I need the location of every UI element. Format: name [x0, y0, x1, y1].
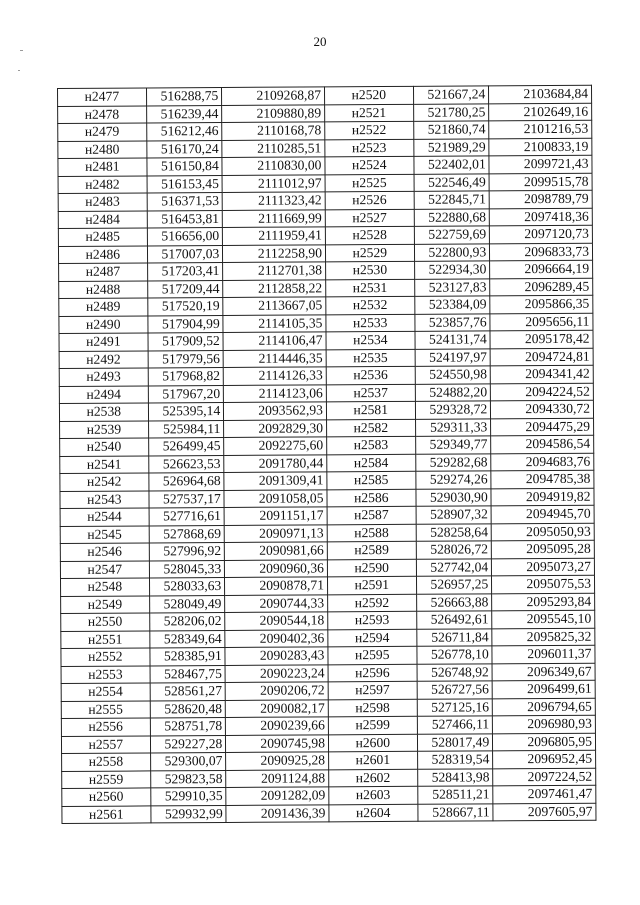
y-coordinate-cell: 2095050,93 — [491, 523, 594, 541]
y-coordinate-cell: 2096289,45 — [490, 278, 593, 296]
y-coordinate-cell: 2094945,70 — [491, 505, 594, 523]
y-coordinate-cell: 2097605,97 — [493, 803, 596, 821]
y-coordinate-cell: 2092829,30 — [224, 419, 327, 437]
x-coordinate-cell: 526499,45 — [148, 437, 224, 455]
x-coordinate-cell: 525984,11 — [148, 420, 224, 438]
x-coordinate-cell: 528258,64 — [416, 523, 492, 541]
point-id-cell: н2482 — [58, 175, 147, 193]
y-coordinate-cell: 2090925,28 — [226, 752, 329, 770]
x-coordinate-cell: 516288,75 — [146, 87, 222, 105]
x-coordinate-cell: 517203,41 — [147, 262, 223, 280]
point-id-cell: н2594 — [328, 629, 417, 647]
point-id-cell: н2592 — [328, 594, 417, 612]
point-id-cell: н2550 — [61, 613, 150, 631]
y-coordinate-cell: 2094683,76 — [491, 453, 594, 471]
y-coordinate-cell: 2095545,10 — [492, 610, 595, 628]
point-id-cell: н2488 — [59, 280, 148, 298]
point-id-cell: н2481 — [58, 158, 147, 176]
point-id-cell: н2560 — [62, 788, 151, 806]
point-id-cell: н2547 — [60, 560, 149, 578]
y-coordinate-cell: 2114446,35 — [223, 349, 326, 367]
point-id-cell: н2595 — [328, 646, 417, 664]
x-coordinate-cell: 525395,14 — [148, 402, 224, 420]
y-coordinate-cell: 2099721,43 — [489, 155, 592, 173]
point-id-cell: н2534 — [326, 331, 415, 349]
x-coordinate-cell: 527716,61 — [149, 507, 225, 525]
x-coordinate-cell: 516239,44 — [146, 105, 222, 123]
y-coordinate-cell: 2113667,05 — [223, 297, 326, 315]
y-coordinate-cell: 2091058,05 — [224, 489, 327, 507]
y-coordinate-cell: 2095293,84 — [492, 593, 595, 611]
x-coordinate-cell: 528026,72 — [416, 541, 492, 559]
point-id-cell: н2533 — [326, 314, 415, 332]
point-id-cell: н2528 — [325, 226, 414, 244]
x-coordinate-cell: 526663,88 — [416, 593, 492, 611]
x-coordinate-cell: 522934,30 — [414, 261, 490, 279]
x-coordinate-cell: 528049,49 — [149, 595, 225, 613]
y-coordinate-cell: 2091151,17 — [224, 507, 327, 525]
x-coordinate-cell: 516371,53 — [147, 192, 223, 210]
x-coordinate-cell: 517968,82 — [148, 367, 224, 385]
y-coordinate-cell: 2111012,97 — [222, 174, 325, 192]
x-coordinate-cell: 528385,91 — [150, 647, 226, 665]
y-coordinate-cell: 2094919,82 — [491, 488, 594, 506]
point-id-cell: н2485 — [58, 228, 147, 246]
y-coordinate-cell: 2110830,00 — [222, 157, 325, 175]
x-coordinate-cell: 523384,09 — [414, 296, 490, 314]
y-coordinate-cell: 2097461,47 — [493, 785, 596, 803]
y-coordinate-cell: 2094330,72 — [491, 400, 594, 418]
y-coordinate-cell: 2096794,65 — [492, 698, 595, 716]
y-coordinate-cell: 2094724,81 — [490, 348, 593, 366]
y-coordinate-cell: 2114126,33 — [223, 367, 326, 385]
point-id-cell: н2537 — [326, 384, 415, 402]
y-coordinate-cell: 2095866,35 — [490, 295, 593, 313]
point-id-cell: н2522 — [325, 121, 414, 139]
point-id-cell: н2604 — [329, 804, 418, 822]
point-id-cell: н2539 — [60, 420, 149, 438]
x-coordinate-cell: 521860,74 — [413, 121, 489, 139]
y-coordinate-cell: 2096805,95 — [493, 733, 596, 751]
y-coordinate-cell: 2096980,93 — [493, 715, 596, 733]
y-coordinate-cell: 2090283,43 — [225, 647, 328, 665]
x-coordinate-cell: 528033,63 — [149, 577, 225, 595]
point-id-cell: н2491 — [59, 333, 148, 351]
point-id-cell: н2486 — [58, 245, 147, 263]
point-id-cell: н2601 — [329, 751, 418, 769]
point-id-cell: н2556 — [61, 718, 150, 736]
x-coordinate-cell: 524550,98 — [415, 366, 491, 384]
y-coordinate-cell: 2090745,98 — [226, 734, 329, 752]
point-id-cell: н2493 — [59, 368, 148, 386]
y-coordinate-cell: 2096833,73 — [490, 243, 593, 261]
x-coordinate-cell: 517209,44 — [147, 280, 223, 298]
y-coordinate-cell: 2099515,78 — [489, 173, 592, 191]
point-id-cell: н2557 — [61, 735, 150, 753]
x-coordinate-cell: 517904,99 — [148, 315, 224, 333]
x-coordinate-cell: 523127,83 — [414, 278, 490, 296]
x-coordinate-cell: 528751,78 — [150, 717, 226, 735]
y-coordinate-cell: 2090960,36 — [225, 559, 328, 577]
point-id-cell: н2523 — [325, 139, 414, 157]
y-coordinate-cell: 2110285,51 — [222, 139, 325, 157]
point-id-cell: н2535 — [326, 349, 415, 367]
point-id-cell: н2529 — [325, 244, 414, 262]
x-coordinate-cell: 529349,77 — [415, 436, 491, 454]
point-id-cell: н2587 — [327, 506, 416, 524]
point-id-cell: н2553 — [61, 665, 150, 683]
point-id-cell: н2521 — [325, 104, 414, 122]
x-coordinate-cell: 516453,81 — [147, 210, 223, 228]
point-id-cell: н2548 — [60, 578, 149, 596]
point-id-cell: н2538 — [59, 403, 148, 421]
y-coordinate-cell: 2090239,66 — [226, 717, 329, 735]
point-id-cell: н2596 — [328, 664, 417, 682]
x-coordinate-cell: 528667,11 — [417, 803, 493, 821]
x-coordinate-cell: 529227,28 — [150, 735, 226, 753]
point-id-cell: н2490 — [59, 315, 148, 333]
y-coordinate-cell: 2103684,84 — [489, 85, 592, 103]
point-id-cell: н2487 — [59, 263, 148, 281]
point-id-cell: н2581 — [326, 401, 415, 419]
y-coordinate-cell: 2090744,33 — [225, 594, 328, 612]
x-coordinate-cell: 526711,84 — [416, 628, 492, 646]
x-coordinate-cell: 522880,68 — [414, 208, 490, 226]
point-id-cell: н2598 — [328, 699, 417, 717]
point-id-cell: н2479 — [58, 123, 147, 141]
x-coordinate-cell: 516153,45 — [147, 175, 223, 193]
x-coordinate-cell: 527125,16 — [417, 698, 493, 716]
x-coordinate-cell: 528561,27 — [150, 682, 226, 700]
x-coordinate-cell: 516212,46 — [146, 122, 222, 140]
point-id-cell: н2532 — [326, 296, 415, 314]
y-coordinate-cell: 2114106,47 — [223, 332, 326, 350]
point-id-cell: н2549 — [61, 595, 150, 613]
point-id-cell: н2530 — [326, 261, 415, 279]
x-coordinate-cell: 517967,20 — [148, 385, 224, 403]
point-id-cell: н2554 — [61, 683, 150, 701]
point-id-cell: н2541 — [60, 455, 149, 473]
x-coordinate-cell: 522759,69 — [414, 226, 490, 244]
y-coordinate-cell: 2090971,13 — [224, 524, 327, 542]
x-coordinate-cell: 521989,29 — [413, 138, 489, 156]
x-coordinate-cell: 526623,53 — [148, 455, 224, 473]
point-id-cell: н2593 — [328, 611, 417, 629]
y-coordinate-cell: 2110168,78 — [222, 122, 325, 140]
point-id-cell: н2591 — [327, 576, 416, 594]
x-coordinate-cell: 528319,54 — [417, 751, 493, 769]
x-coordinate-cell: 526964,68 — [148, 472, 224, 490]
x-coordinate-cell: 527868,69 — [149, 525, 225, 543]
y-coordinate-cell: 2097120,73 — [490, 225, 593, 243]
x-coordinate-cell: 528511,21 — [417, 786, 493, 804]
y-coordinate-cell: 2090981,66 — [225, 542, 328, 560]
point-id-cell: н2544 — [60, 508, 149, 526]
point-id-cell: н2543 — [60, 490, 149, 508]
coordinates-table — [57, 85, 596, 824]
point-id-cell: н2602 — [329, 769, 418, 787]
x-coordinate-cell: 524197,97 — [415, 348, 491, 366]
y-coordinate-cell: 2091282,09 — [226, 787, 329, 805]
y-coordinate-cell: 2096011,37 — [492, 645, 595, 663]
x-coordinate-cell: 516150,84 — [147, 157, 223, 175]
y-coordinate-cell: 2092275,60 — [224, 437, 327, 455]
x-coordinate-cell: 523857,76 — [414, 313, 490, 331]
y-coordinate-cell: 2114105,35 — [223, 314, 326, 332]
x-coordinate-cell: 522800,93 — [414, 243, 490, 261]
y-coordinate-cell: 2112701,38 — [223, 262, 326, 280]
x-coordinate-cell: 528907,32 — [416, 506, 492, 524]
x-coordinate-cell: 521667,24 — [413, 86, 489, 104]
x-coordinate-cell: 526492,61 — [416, 611, 492, 629]
point-id-cell: н2546 — [60, 543, 149, 561]
point-id-cell: н2589 — [327, 541, 416, 559]
point-id-cell: н2551 — [61, 630, 150, 648]
y-coordinate-cell: 2111323,42 — [222, 192, 325, 210]
y-coordinate-cell: 2094785,38 — [491, 470, 594, 488]
x-coordinate-cell: 528620,48 — [150, 700, 226, 718]
point-id-cell: н2545 — [60, 525, 149, 543]
x-coordinate-cell: 529274,26 — [415, 471, 491, 489]
y-coordinate-cell: 2096349,67 — [492, 663, 595, 681]
x-coordinate-cell: 529311,33 — [415, 418, 491, 436]
y-coordinate-cell: 2101216,53 — [489, 120, 592, 138]
point-id-cell: н2531 — [326, 279, 415, 297]
x-coordinate-cell: 516656,00 — [147, 227, 223, 245]
y-coordinate-cell: 2091436,39 — [226, 804, 329, 822]
x-coordinate-cell: 528349,64 — [149, 630, 225, 648]
x-coordinate-cell: 522402,01 — [414, 156, 490, 174]
x-coordinate-cell: 521780,25 — [413, 103, 489, 121]
y-coordinate-cell: 2090223,24 — [225, 664, 328, 682]
point-id-cell: н2582 — [326, 419, 415, 437]
point-id-cell: н2520 — [324, 86, 413, 104]
y-coordinate-cell: 2094341,42 — [490, 365, 593, 383]
x-coordinate-cell: 529910,35 — [150, 787, 226, 805]
x-coordinate-cell: 517909,52 — [148, 332, 224, 350]
point-id-cell: н2489 — [59, 298, 148, 316]
x-coordinate-cell: 526748,92 — [417, 663, 493, 681]
y-coordinate-cell: 2090544,18 — [225, 612, 328, 630]
x-coordinate-cell: 529300,07 — [150, 752, 226, 770]
y-coordinate-cell: 2091780,44 — [224, 454, 327, 472]
y-coordinate-cell: 2095656,11 — [490, 313, 593, 331]
x-coordinate-cell: 527466,11 — [417, 716, 493, 734]
point-id-cell: н2540 — [60, 438, 149, 456]
y-coordinate-cell: 2095178,42 — [490, 330, 593, 348]
point-id-cell: н2480 — [58, 140, 147, 158]
y-coordinate-cell: 2114123,06 — [224, 384, 327, 402]
x-coordinate-cell: 529282,68 — [415, 453, 491, 471]
x-coordinate-cell: 524131,74 — [415, 331, 491, 349]
x-coordinate-cell: 517007,03 — [147, 245, 223, 263]
point-id-cell: н2559 — [62, 770, 151, 788]
y-coordinate-cell: 2111959,41 — [223, 227, 326, 245]
y-coordinate-cell: 2091124,88 — [226, 769, 329, 787]
point-id-cell: н2536 — [326, 366, 415, 384]
y-coordinate-cell: 2102649,16 — [489, 103, 592, 121]
x-coordinate-cell: 517520,19 — [147, 297, 223, 315]
x-coordinate-cell: 529932,99 — [151, 805, 227, 823]
point-id-cell: н2525 — [325, 174, 414, 192]
x-coordinate-cell: 516170,24 — [146, 140, 222, 158]
point-id-cell: н2588 — [327, 524, 416, 542]
x-coordinate-cell: 524882,20 — [415, 383, 491, 401]
y-coordinate-cell: 2090402,36 — [225, 629, 328, 647]
point-id-cell: н2584 — [327, 454, 416, 472]
x-coordinate-cell: 522845,71 — [414, 191, 490, 209]
point-id-cell: н2478 — [58, 105, 147, 123]
y-coordinate-cell: 2090878,71 — [225, 577, 328, 595]
point-id-cell: н2586 — [327, 489, 416, 507]
table-row — [62, 803, 596, 824]
x-coordinate-cell: 528017,49 — [417, 733, 493, 751]
x-coordinate-cell: 529823,58 — [150, 770, 226, 788]
point-id-cell: н2561 — [62, 805, 151, 823]
y-coordinate-cell: 2095095,28 — [492, 540, 595, 558]
y-coordinate-cell: 2098789,79 — [489, 190, 592, 208]
y-coordinate-cell: 2096952,45 — [493, 750, 596, 768]
y-coordinate-cell: 2111669,99 — [223, 209, 326, 227]
y-coordinate-cell: 2094224,52 — [491, 383, 594, 401]
point-id-cell: н2585 — [327, 471, 416, 489]
y-coordinate-cell: 2095073,27 — [492, 558, 595, 576]
y-coordinate-cell: 2090206,72 — [225, 682, 328, 700]
y-coordinate-cell: 2095075,53 — [492, 575, 595, 593]
y-coordinate-cell: 2096499,61 — [492, 680, 595, 698]
coordinates-table-body — [58, 85, 596, 823]
x-coordinate-cell: 526778,10 — [417, 646, 493, 664]
point-id-cell: н2552 — [61, 648, 150, 666]
point-id-cell: н2494 — [59, 385, 148, 403]
point-id-cell: н2558 — [62, 753, 151, 771]
point-id-cell: н2524 — [325, 156, 414, 174]
y-coordinate-cell: 2094586,54 — [491, 435, 594, 453]
x-coordinate-cell: 526727,56 — [417, 681, 493, 699]
x-coordinate-cell: 527996,92 — [149, 542, 225, 560]
y-coordinate-cell: 2096664,19 — [490, 260, 593, 278]
point-id-cell: н2600 — [328, 734, 417, 752]
point-id-cell: н2477 — [58, 88, 147, 106]
point-id-cell: н2542 — [60, 473, 149, 491]
x-coordinate-cell: 528206,02 — [149, 612, 225, 630]
x-coordinate-cell: 529030,90 — [416, 488, 492, 506]
y-coordinate-cell: 2097224,52 — [493, 768, 596, 786]
scan-mark — [18, 70, 20, 71]
point-id-cell: н2583 — [327, 436, 416, 454]
x-coordinate-cell: 527742,04 — [416, 558, 492, 576]
x-coordinate-cell: 528413,98 — [417, 768, 493, 786]
point-id-cell: н2483 — [58, 193, 147, 211]
x-coordinate-cell: 522546,49 — [414, 173, 490, 191]
y-coordinate-cell: 2095825,32 — [492, 628, 595, 646]
point-id-cell: н2599 — [328, 716, 417, 734]
point-id-cell: н2526 — [325, 191, 414, 209]
y-coordinate-cell: 2097418,36 — [489, 208, 592, 226]
scan-mark — [20, 50, 23, 51]
x-coordinate-cell: 527537,17 — [149, 490, 225, 508]
y-coordinate-cell: 2090082,17 — [226, 699, 329, 717]
y-coordinate-cell: 2094475,29 — [491, 418, 594, 436]
point-id-cell: н2597 — [328, 681, 417, 699]
point-id-cell: н2555 — [61, 700, 150, 718]
point-id-cell: н2527 — [325, 209, 414, 227]
point-id-cell: н2492 — [59, 350, 148, 368]
x-coordinate-cell: 529328,72 — [415, 401, 491, 419]
point-id-cell: н2484 — [58, 210, 147, 228]
y-coordinate-cell: 2109880,89 — [222, 104, 325, 122]
y-coordinate-cell: 2109268,87 — [222, 87, 325, 105]
y-coordinate-cell: 2093562,93 — [224, 402, 327, 420]
y-coordinate-cell: 2100833,19 — [489, 138, 592, 156]
x-coordinate-cell: 528467,75 — [150, 665, 226, 683]
page-number: 20 — [313, 34, 327, 49]
point-id-cell: н2603 — [329, 786, 418, 804]
y-coordinate-cell: 2112258,90 — [223, 244, 326, 262]
y-coordinate-cell: 2091309,41 — [224, 472, 327, 490]
point-id-cell: н2590 — [327, 559, 416, 577]
y-coordinate-cell: 2112858,22 — [223, 279, 326, 297]
x-coordinate-cell: 526957,25 — [416, 576, 492, 594]
x-coordinate-cell: 528045,33 — [149, 560, 225, 578]
x-coordinate-cell: 517979,56 — [148, 350, 224, 368]
